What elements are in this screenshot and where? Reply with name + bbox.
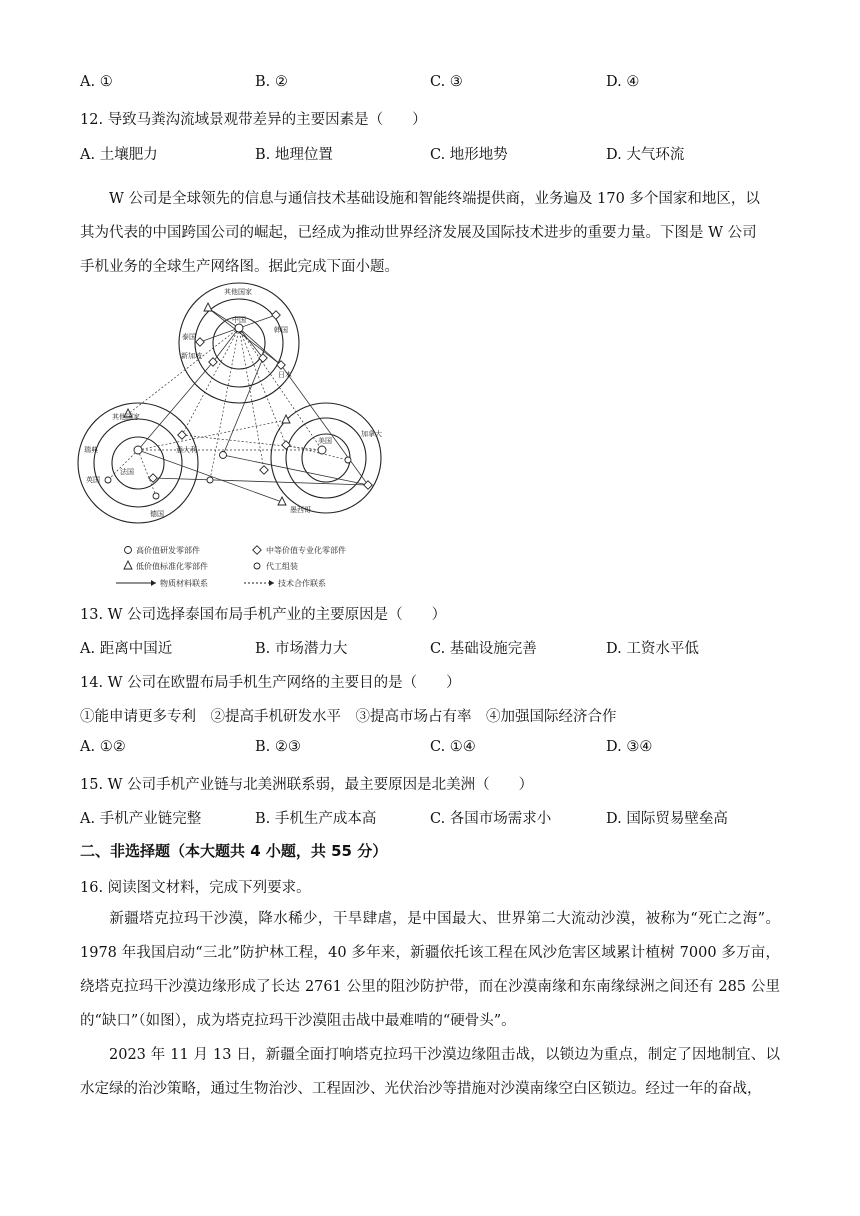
europe-outer-circle <box>78 403 198 523</box>
legend-oem: 代工组装 <box>266 562 298 571</box>
label-uk: 英国 <box>86 476 100 484</box>
q11-option-a: A. ① <box>80 74 113 90</box>
q11-option-c: C. ③ <box>430 74 463 90</box>
q14-stem: 14. W 公司在欧盟布局手机生产网络的主要目的是（ ） <box>80 675 461 691</box>
q15-stem: 15. W 公司手机产业链与北美洲联系弱，最主要原因是北美洲（ ） <box>80 777 534 793</box>
legend-mid-value: 中等价值专业化零部件 <box>266 546 346 555</box>
q15-option-d: D. 国际贸易壁垒高 <box>606 811 728 827</box>
label-sweden: 瑞典 <box>84 446 98 454</box>
q16-paragraph-1: 新疆塔克拉玛干沙漠，降水稀少，干旱肆虐，是中国最大、世界第二大流动沙漠，被称为“死亡之海”。1978 年我国启动“三北”防护林工程，40 多年来，新疆依托该工程在风沙危害区域累计植树 7000 多万亩，绕塔克拉玛干沙漠边缘形成了长达 2761 公里的阻沙防护带，而在沙漠南缘和东南缘绿洲之间还有 285 公里的“缺口”（如图），成为塔克拉玛干沙漠阻击战中最难啃的“硬骨头”。 <box>80 911 780 1029</box>
asia-middle-circle <box>195 299 283 387</box>
q15-option-b: B. 手机生产成本高 <box>255 811 377 827</box>
q16-stem: 16. 阅读图文材料，完成下列要求。 <box>80 880 311 896</box>
label-italy: 意大利 <box>176 446 197 454</box>
europe-middle-circle <box>94 419 182 507</box>
material-line-2: 其为代表的中国跨国公司的崛起，已经成为推动世界经济发展及国际技术进步的重要力量。下图是 W 公司 <box>80 225 757 241</box>
q12-option-c: C. 地形地势 <box>430 147 508 163</box>
q11-option-b: B. ② <box>255 74 288 90</box>
label-germany: 德国 <box>150 510 164 518</box>
label-singapore: 新加坡 <box>181 352 202 360</box>
q14-option-a: A. ①② <box>80 739 126 755</box>
label-usa: 美国 <box>318 437 332 445</box>
q12-option-a: A. 土壤肥力 <box>80 147 158 163</box>
label-canada: 加拿大 <box>361 430 382 438</box>
europe-inner-circle <box>112 437 164 489</box>
label-china: 中国 <box>232 316 246 324</box>
q15-option-a: A. 手机产业链完整 <box>80 811 202 827</box>
q13-option-c: C. 基础设施完善 <box>430 641 537 657</box>
material-line-3: 手机业务的全球生产网络图。据此完成下面小题。 <box>80 259 399 275</box>
q14-option-d: D. ③④ <box>606 739 653 755</box>
q13-option-b: B. 市场潜力大 <box>255 641 348 657</box>
legend-tech: 技术合作联系 <box>278 579 326 588</box>
q13-option-a: A. 距离中国近 <box>80 641 173 657</box>
label-mexico: 墨西哥 <box>290 506 311 514</box>
q13-option-d: D. 工资水平低 <box>606 641 699 657</box>
na-middle-circle <box>286 418 366 498</box>
section-2-title: 二、非选择题（本大题共 4 小题，共 55 分） <box>80 842 388 860</box>
legend-low-value: 低价值标准化零部件 <box>136 562 208 571</box>
label-other-asia: 其他国家 <box>224 288 252 296</box>
label-other-eu: 其他国家 <box>112 413 140 421</box>
q11-option-d: D. ④ <box>606 74 640 90</box>
q12-option-b: B. 地理位置 <box>255 147 333 163</box>
legend-high-value: 高价值研发零部件 <box>136 546 200 555</box>
label-france: 法国 <box>120 468 134 476</box>
legend <box>116 545 346 588</box>
production-network-figure <box>78 280 382 592</box>
legend-material: 物质材料联系 <box>160 579 208 588</box>
q12-option-d: D. 大气环流 <box>606 147 685 163</box>
q12-stem: 12. 导致马粪沟流域景观带差异的主要因素是（ ） <box>80 112 427 128</box>
q16-paragraph-2: 2023 年 11 月 13 日，新疆全面打响塔克拉玛干沙漠边缘阻击战，以锁边为重点，制定了因地制宜、以水定绿的治沙策略，通过生物治沙、工程固沙、光伏治沙等措施对沙漠南缘空白区锁边。经过一年的奋战， <box>80 1047 780 1097</box>
label-thailand: 泰国 <box>182 333 196 341</box>
q13-stem: 13. W 公司选择泰国布局手机产业的主要原因是（ ） <box>80 607 447 623</box>
label-korea: 韩国 <box>274 326 288 334</box>
q14-option-b: B. ②③ <box>255 739 301 755</box>
q15-option-c: C. 各国市场需求小 <box>430 811 552 827</box>
material-line-1: W 公司是全球领先的信息与通信技术基础设施和智能终端提供商，业务遍及 170 多个国家和地区，以 <box>109 191 760 207</box>
q14-choices: ①能申请更多专利 ②提高手机研发水平 ③提高市场占有率 ④加强国际经济合作 <box>80 709 617 725</box>
q14-option-c: C. ①④ <box>430 739 476 755</box>
label-japan: 日本 <box>278 371 292 379</box>
